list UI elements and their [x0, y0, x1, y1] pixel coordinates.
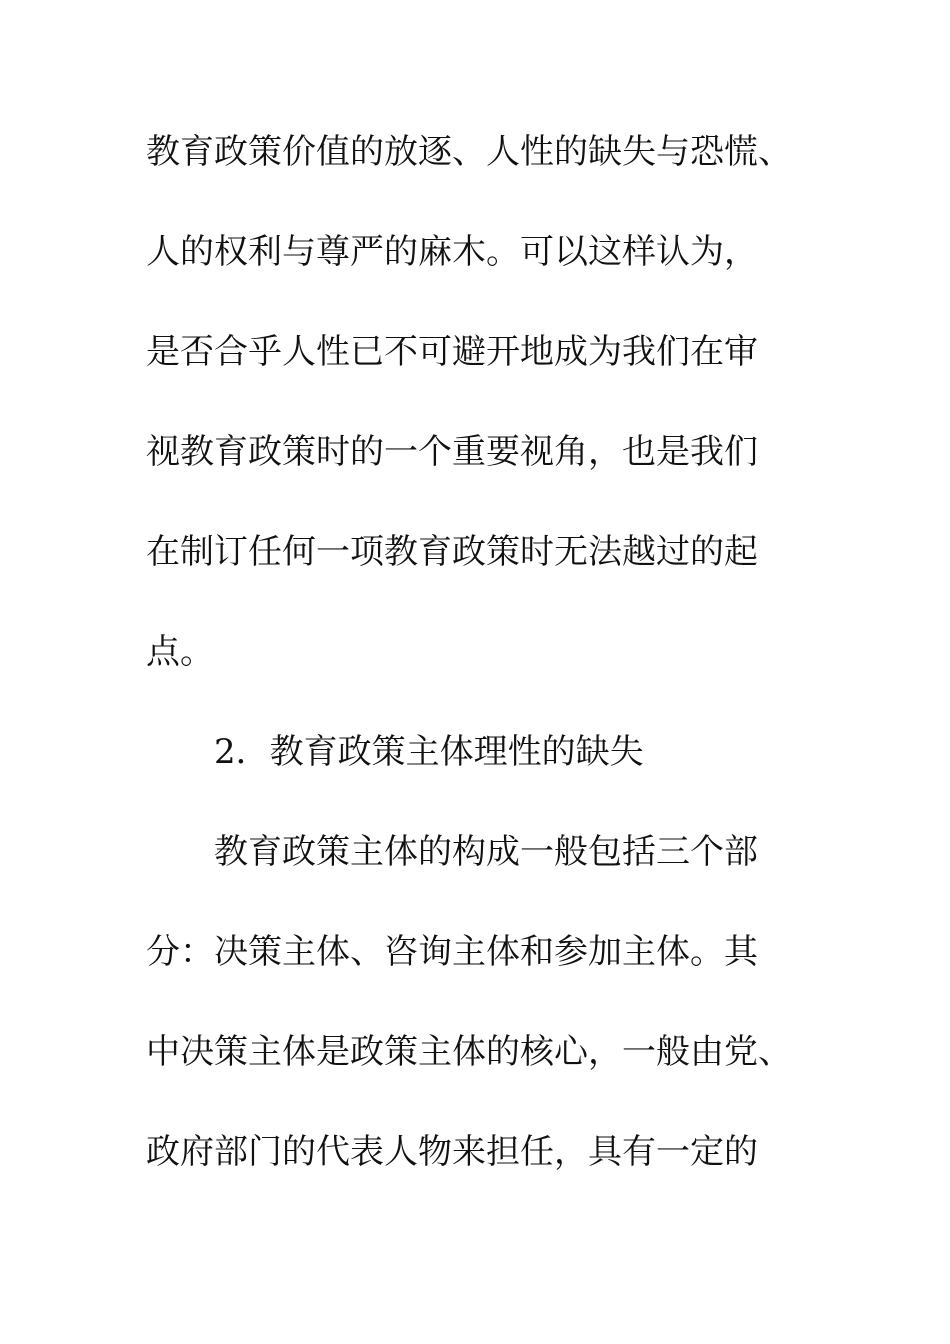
- paragraph-line-5: 在制订任何一项教育政策时无法越过的起: [146, 532, 758, 572]
- paragraph-line-9: 中决策主体是政策主体的核心，一般由党、: [146, 1032, 792, 1072]
- paragraph-line-4: 视教育政策时的一个重要视角，也是我们: [146, 432, 758, 472]
- paragraph-line-7: 教育政策主体的构成一般包括三个部: [214, 832, 758, 872]
- paragraph-line-10: 政府部门的代表人物来担任，具有一定的: [146, 1132, 758, 1172]
- paragraph-line-2: 人的权利与尊严的麻木。可以这样认为，: [146, 232, 758, 272]
- paragraph-line-6: 点。: [146, 632, 214, 672]
- paragraph-line-1: 教育政策价值的放逐、人性的缺失与恐慌、: [146, 132, 792, 172]
- paragraph-line-8: 分：决策主体、咨询主体和参加主体。其: [146, 932, 758, 972]
- paragraph-line-3: 是否合乎人性已不可避开地成为我们在审: [146, 332, 758, 372]
- section-heading: 2．教育政策主体理性的缺失: [214, 732, 644, 772]
